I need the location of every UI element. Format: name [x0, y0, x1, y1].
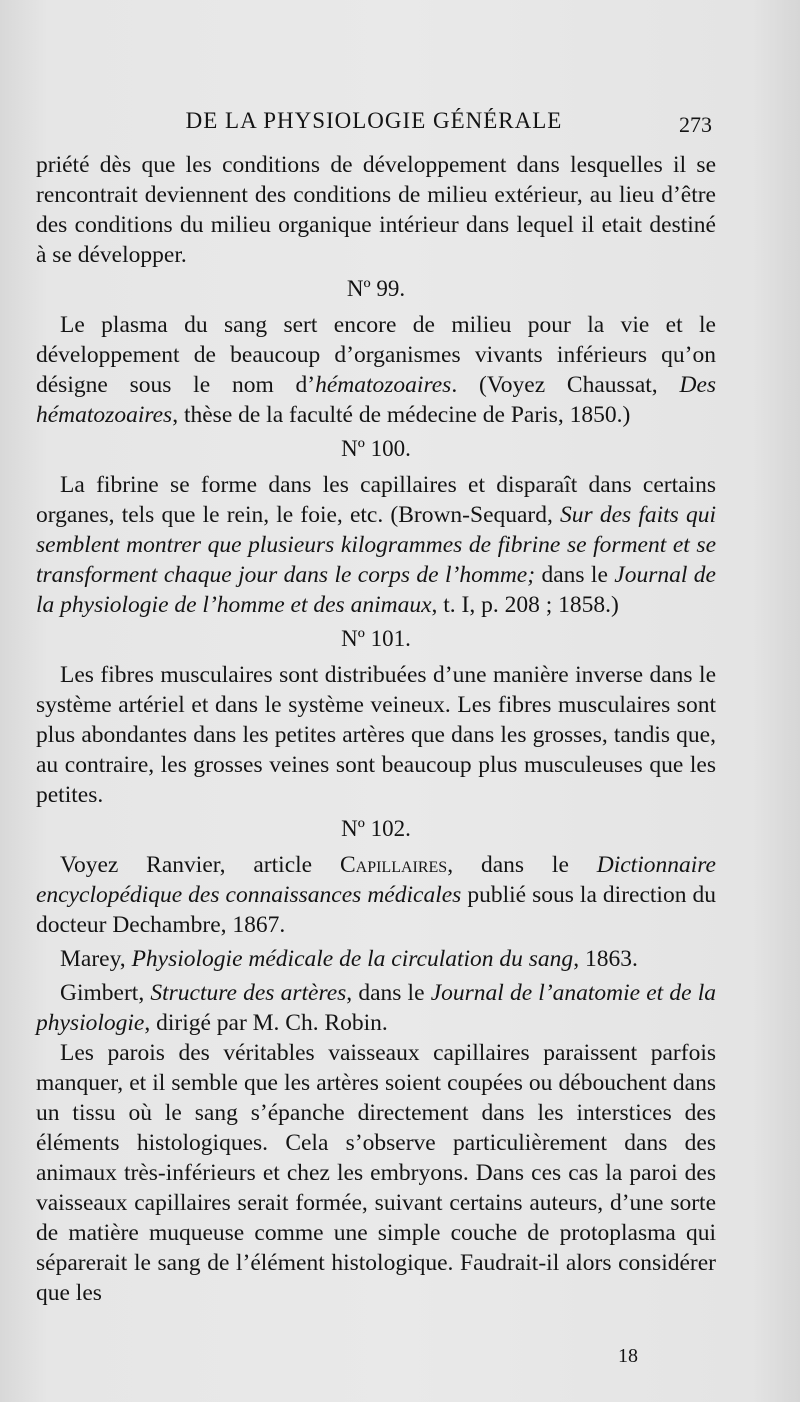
paragraph-100: [36, 470, 716, 620]
text-run: Voyez Ranvier, article: [60, 852, 340, 878]
paragraph-102-ranvier: [36, 850, 716, 940]
paragraph-102-gimbert: [36, 978, 716, 1038]
text-run: publié sous la direction du docteur Dechambre, 1867.: [36, 882, 716, 938]
italic-run: Journal de la physiologie de l’homme et des animaux: [36, 562, 716, 618]
paragraph-102-parois: Les parois des véritables vaisseaux capillaires paraissent parfois manquer, et il semble que les artères soient coupées ou débouchent dans un tissu où le sang s’épanche directement dans les interstices des éléments histologiques. Cela s’observe particulièrement dans des animaux très-inférieurs et chez les embryons. Dans ces cas la paroi des vaisseaux capillaires serait formée, suivant certains auteurs, d’une sorte de matière muqueuse comme une simple couche de protoplasma qui séparerait le sang de l’élément histologique. Faudrait-il alors considérer que les: [36, 1040, 716, 1306]
italic-run: Physiologie médicale de la circulation du sang: [131, 946, 574, 972]
paragraph-101: Les fibres musculaires sont distribuées d’une manière inverse dans le système artériel et dans le système veineux. Les fibres musculaires sont plus abondantes dans les petites artères que dans les grosses, tandis que, au contraire, les grosses veines sont beaucoup plus musculeuses que les petites.: [36, 662, 716, 808]
paragraph-102-marey: [36, 944, 716, 974]
italic-run: Dictionnaire encyclopédique des connaissances médicales: [36, 852, 716, 908]
small-caps-run: Capillaires: [339, 852, 448, 878]
text-run: Le plasma du sang sert encore de milieu pour la vie et le développement de beaucoup d’organismes vivants inférieurs qu’on désigne sous le nom d’: [36, 312, 716, 398]
text-run: , dans le: [346, 980, 431, 1006]
paragraph-continuation: priété dès que les conditions de développement dans lesquelles il se rencontrait deviennent des conditions de milieu extérieur, au lieu d’être des conditions du milieu organique intérieur dans lequel il etait destiné à se développer.: [36, 152, 716, 268]
text-run: Marey,: [60, 946, 132, 972]
italic-run: Journal de l’anatomie et de la physiologie: [36, 980, 716, 1036]
text-run: , 1863.: [573, 946, 638, 972]
page-number: 273: [679, 112, 712, 137]
paragraph-99: [36, 310, 716, 430]
section-heading-99: Nº 99.: [346, 276, 406, 301]
text-run: La fibrine se forme dans les capillaires et disparaît dans certains organes, tels que le rein, le foie, etc. (Brown-Sequard,: [36, 472, 716, 528]
italic-run: Sur des faits qui semblent montrer que plusieurs kilogrammes de fibrine se forment et se transforment chaque jour dans le corps de l’homme;: [36, 502, 717, 588]
section-heading-101: Nº 101.: [341, 626, 411, 651]
running-title: DE LA PHYSIOLOGIE GÉNÉRALE: [185, 108, 563, 133]
section-heading-100: Nº 100.: [341, 436, 411, 461]
running-header: [36, 108, 712, 138]
text-run: , thèse de la faculté de médecine de Paris, 1850.): [172, 402, 631, 428]
section-heading-102: Nº 102.: [341, 816, 411, 841]
italic-run: Des hématozoaires: [36, 372, 717, 428]
text-run: dans le: [535, 562, 615, 588]
text-run: , dans le: [447, 852, 597, 878]
italic-run: hématozoaires: [315, 372, 452, 398]
page-body: [36, 150, 716, 1308]
signature-mark: 18: [618, 1345, 638, 1367]
italic-run: Structure des artères: [150, 980, 347, 1006]
text-run: Gimbert,: [60, 980, 151, 1006]
text-run: . (Voyez Chaussat,: [451, 372, 680, 398]
text-run: , t. I, p. 208 ; 1858.): [431, 592, 619, 618]
text-run: , dirigé par M. Ch. Robin.: [144, 1010, 388, 1036]
